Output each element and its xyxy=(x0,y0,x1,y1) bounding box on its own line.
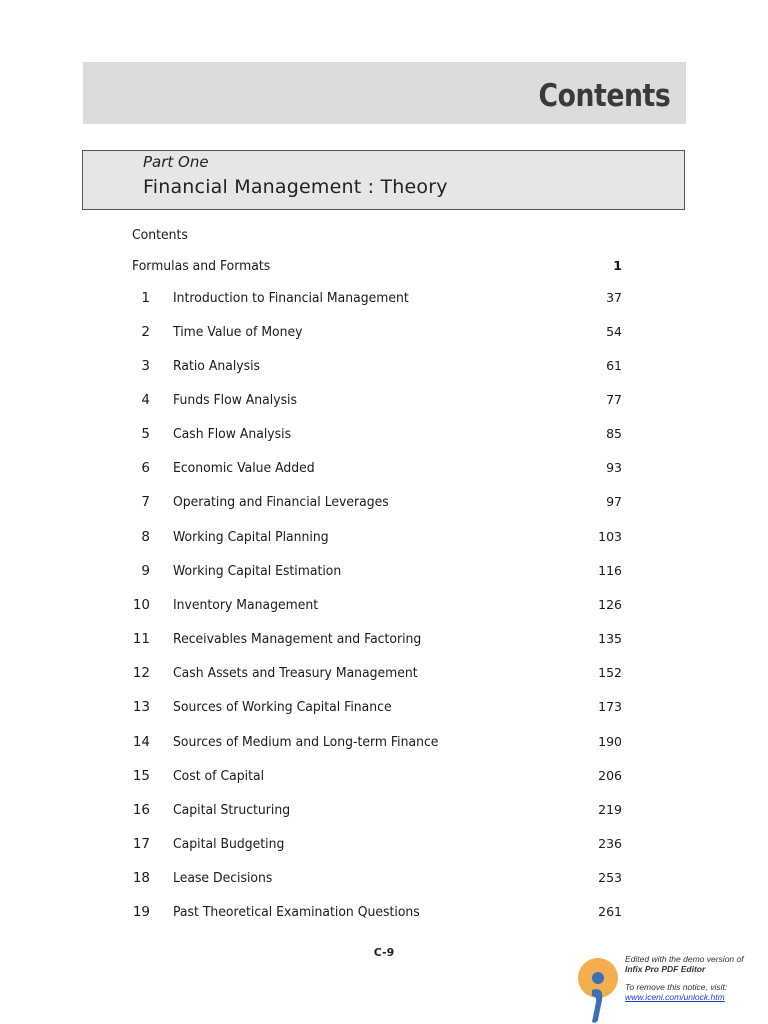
chapter-title: Inventory Management xyxy=(173,597,319,613)
chapter-page: 236 xyxy=(598,836,622,851)
chapter-title: Working Capital Estimation xyxy=(173,563,342,579)
chapter-page: 173 xyxy=(598,699,622,714)
chapter-number: 2 xyxy=(141,324,150,340)
toc-chapter-row[interactable] xyxy=(0,288,768,308)
toc-chapter-row[interactable] xyxy=(0,834,768,854)
part-label: Part One xyxy=(143,153,209,171)
chapter-page: 206 xyxy=(598,768,622,783)
watermark-link[interactable]: www.iceni.com/unlock.htm xyxy=(625,992,725,1002)
chapter-page: 190 xyxy=(598,734,622,749)
chapter-page: 93 xyxy=(606,460,622,475)
chapter-title: Funds Flow Analysis xyxy=(173,392,297,408)
toc-entry-page: 1 xyxy=(613,258,622,273)
toc-entry-title: Contents xyxy=(132,227,188,243)
toc-chapter-row[interactable] xyxy=(0,732,768,752)
toc-chapter-row[interactable] xyxy=(0,458,768,478)
toc-chapter-row[interactable] xyxy=(0,424,768,444)
page-number: C-9 xyxy=(373,946,395,959)
chapter-title: Capital Budgeting xyxy=(173,836,285,852)
chapter-page: 135 xyxy=(598,631,622,646)
chapter-title: Ratio Analysis xyxy=(173,358,261,374)
watermark-line: To remove this notice, visit: xyxy=(625,982,728,992)
chapter-number: 1 xyxy=(141,290,150,306)
chapter-number: 19 xyxy=(132,904,150,920)
part-heading-box xyxy=(82,150,685,210)
page-title: Contents xyxy=(538,78,670,114)
toc-chapter-row[interactable] xyxy=(0,322,768,342)
demo-watermark xyxy=(574,952,768,1024)
chapter-page: 37 xyxy=(606,290,622,305)
toc-chapter-row[interactable] xyxy=(0,697,768,717)
chapter-title: Operating and Financial Leverages xyxy=(173,494,389,510)
chapter-title: Sources of Medium and Long-term Finance xyxy=(173,734,439,750)
chapter-title: Introduction to Financial Management xyxy=(173,290,409,306)
chapter-page: 54 xyxy=(606,324,622,339)
toc-chapter-row[interactable] xyxy=(0,868,768,888)
chapter-title: Lease Decisions xyxy=(173,870,273,886)
toc-chapter-row[interactable] xyxy=(0,902,768,922)
toc-chapter-row[interactable] xyxy=(0,390,768,410)
chapter-title: Time Value of Money xyxy=(173,324,303,340)
chapter-title: Past Theoretical Examination Questions xyxy=(173,904,420,920)
chapter-number: 18 xyxy=(132,870,150,886)
chapter-number: 9 xyxy=(141,563,150,579)
toc-intro-row[interactable] xyxy=(0,225,768,245)
chapter-page: 219 xyxy=(598,802,622,817)
chapter-page: 77 xyxy=(606,392,622,407)
watermark-product: Infix Pro PDF Editor xyxy=(625,964,706,974)
watermark-text xyxy=(625,954,744,1002)
toc-chapter-row[interactable] xyxy=(0,356,768,376)
toc-chapter-row[interactable] xyxy=(0,595,768,615)
chapter-number: 15 xyxy=(132,768,150,784)
toc-chapter-row[interactable] xyxy=(0,766,768,786)
chapter-number: 12 xyxy=(132,665,150,681)
chapter-number: 16 xyxy=(132,802,150,818)
infix-logo-icon xyxy=(574,956,624,1024)
toc-intro-row[interactable] xyxy=(0,256,768,276)
chapter-number: 17 xyxy=(132,836,150,852)
chapter-title: Receivables Management and Factoring xyxy=(173,631,422,647)
chapter-number: 3 xyxy=(141,358,150,374)
chapter-page: 61 xyxy=(606,358,622,373)
chapter-page: 261 xyxy=(598,904,622,919)
chapter-title: Sources of Working Capital Finance xyxy=(173,699,392,715)
chapter-number: 7 xyxy=(141,494,150,510)
toc-chapter-row[interactable] xyxy=(0,663,768,683)
chapter-number: 4 xyxy=(141,392,150,408)
toc-chapter-row[interactable] xyxy=(0,800,768,820)
chapter-title: Cost of Capital xyxy=(173,768,265,784)
chapter-number: 5 xyxy=(141,426,150,442)
chapter-page: 253 xyxy=(598,870,622,885)
watermark-line: Edited with the demo version of xyxy=(625,954,744,964)
chapter-number: 10 xyxy=(132,597,150,613)
part-title: Financial Management : Theory xyxy=(143,176,448,198)
chapter-number: 13 xyxy=(132,699,150,715)
chapter-number: 8 xyxy=(141,529,150,545)
toc-chapter-row[interactable] xyxy=(0,561,768,581)
header-band xyxy=(83,62,686,124)
chapter-number: 14 xyxy=(132,734,150,750)
chapter-page: 152 xyxy=(598,665,622,680)
chapter-number: 11 xyxy=(132,631,150,647)
chapter-page: 85 xyxy=(606,426,622,441)
chapter-title: Working Capital Planning xyxy=(173,529,329,545)
chapter-title: Capital Structuring xyxy=(173,802,291,818)
chapter-title: Economic Value Added xyxy=(173,460,315,476)
chapter-number: 6 xyxy=(141,460,150,476)
chapter-title: Cash Assets and Treasury Management xyxy=(173,665,418,681)
chapter-title: Cash Flow Analysis xyxy=(173,426,292,442)
toc-chapter-row[interactable] xyxy=(0,527,768,547)
chapter-page: 97 xyxy=(606,494,622,509)
toc-entry-title: Formulas and Formats xyxy=(132,258,271,274)
chapter-page: 103 xyxy=(598,529,622,544)
toc-chapter-row[interactable] xyxy=(0,629,768,649)
toc-chapter-row[interactable] xyxy=(0,492,768,512)
chapter-page: 126 xyxy=(598,597,622,612)
chapter-page: 116 xyxy=(598,563,622,578)
